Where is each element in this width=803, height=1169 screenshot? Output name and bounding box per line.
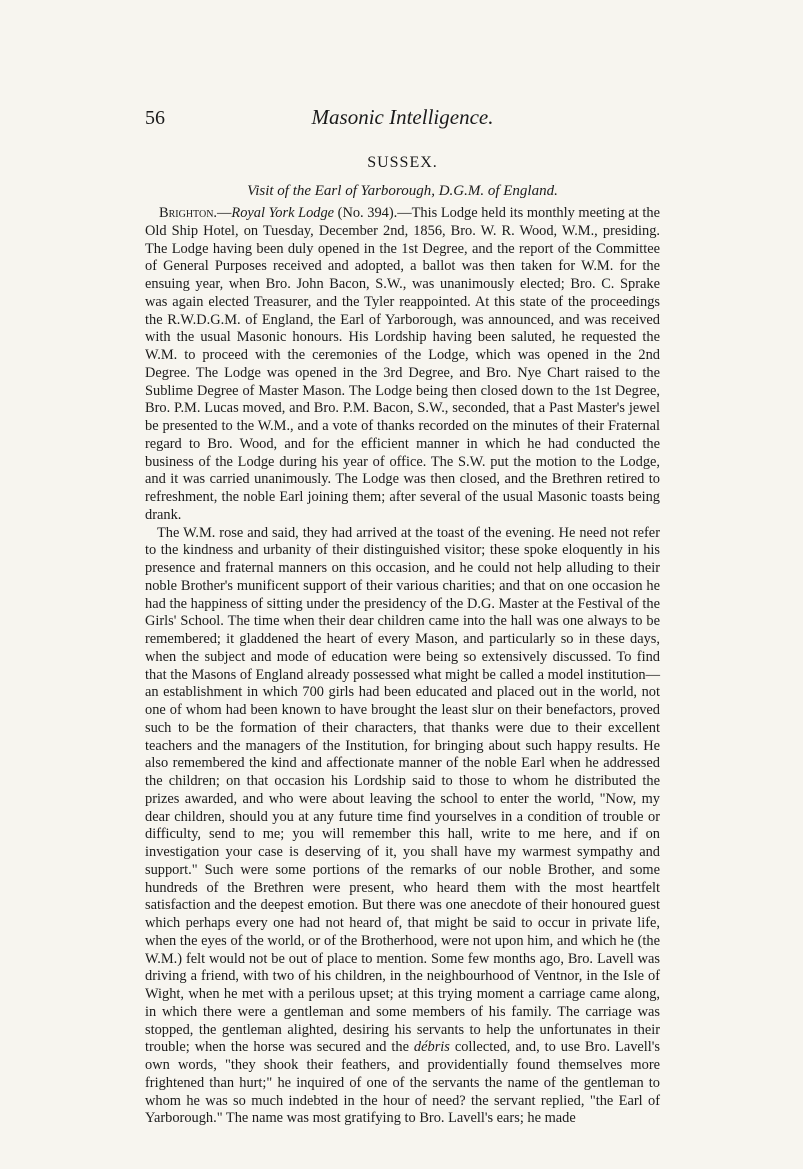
lodge-name: Royal York Lodge	[231, 205, 335, 221]
paragraph-1	[145, 205, 660, 525]
paragraph-1-text: (No. 394).—This Lodge held its monthly meeting at the Old Ship Hotel, on Tuesday, December 2nd, 1856, Bro. W. R. Wood, W.M., presiding. The Lodge having been duly opened in the 1st Degree, and the report of the Committee of General Purposes received and adopted, a ballot was then taken for W.M. for the ensuing year, when Bro. John Bacon, S.W., was unanimously elected; Bro. C. Sprake was again elected Treasurer, and the Tyler reappointed. At this state of the proceedings the R.W.D.G.M. of England, the Earl of Yarborough, was announced, and was received with the usual Masonic honours. His Lordship having been saluted, he requested the W.M. to proceed with the ceremonies of the Lodge, which was opened in the 2nd Degree. The Lodge was opened in the 3rd Degree, and Bro. Nye Chart raised to the Sublime Degree of Master Mason. The Lodge being then closed down to the 1st Degree, Bro. P.M. Lucas moved, and Bro. P.M. Bacon, S.W., seconded, that a Past Master's jewel be presented to the W.M., and a vote of thanks recorded on the minutes of their Fraternal regard to Bro. Wood, and for the efficient manner in which he had conducted the business of the Lodge during his year of office. The S.W. put the motion to the Lodge, and it was carried unanimously. The Lodge was then closed, and the Brethren retired to refreshment, the noble Earl joining them; after several of the usual Masonic toasts being drank.	[145, 205, 660, 523]
running-title: Masonic Intelligence.	[311, 105, 494, 129]
page-header	[145, 103, 660, 133]
page-number: 56	[145, 107, 165, 129]
paragraph-2-text-a: The W.M. rose and said, they had arrived at the toast of the evening. He need not refer to the kindness and urbanity of their distinguished visitor; these spoke eloquently in his presence and fraternal manners on this occasion, and he could not help alluding to their noble Brother's munificent support of their various charities; and that on one occasion he had the happiness of sitting under the presidency of the D.G. Master at the Festival of the Girls' School. The time when their dear children came into the hall was one always to be remembered; it gladdened the heart of every Mason, and particularly so in these days, when the subject and mode of education were being so extensively discussed. To find that the Masons of England already possessed what might be called a model institution—an establishment in which 700 girls had been educated and placed out in the world, not one of whom had been known to have brought the least slur on their benefactors, proved such to be the formation of their characters, that thanks were due to their excellent teachers and the managers of the Institution, for bringing about such happy results. He also remembered the kind and affectionate manner of the noble Earl when he addressed the children; on that occasion his Lordship said to those to whom he distributed the prizes awarded, and who were about leaving the school to enter the world, "Now, my dear children, should you at any future time find yourselves in a condition of trouble or difficulty, send to me; you will remember this hall, write to me here, and if on investigation your case is deserving of it, you shall have my warmest sympathy and support." Such were some portions of the remarks of our noble Brother, and some hundreds of the Brethren were present, who heard them with the most heartfelt satisfaction and the deepest emotion. But there was one anecdote of their honoured guest which perhaps every one had not heard of, that might be said to occur in private life, when the eyes of the world, or of the Brotherhood, were not upon him, and which he (the W.M.) felt would not be out of place to mention. Some few months ago, Bro. Lavell was driving a friend, with two of his children, in the neighbourhood of Ventnor, in the Isle of Wight, when he met with a perilous upset; at this trying moment a carriage came along, in which there were a gentleman and some members of his family. The carriage was stopped, the gentleman alighted, desiring his servants to help the unfortunates in their trouble; when the horse was secured and the	[145, 524, 660, 1056]
section-title: SUSSEX.	[367, 154, 438, 171]
article-body	[145, 205, 660, 1128]
paragraph-2-text-b: collected, and, to use Bro. Lavell's own words, "they shook their feathers, and providentially found themselves more frightened than hurt;" he inquired of one of the servants the name of the gentleman to whom he was so much indebted in the hour of need? the servant replied, "the Earl of Yarborough." The name was most gratifying to Bro. Lavell's ears; he made	[145, 1039, 660, 1127]
debris-word: débris	[413, 1039, 450, 1056]
paragraph-2	[145, 525, 660, 1129]
location-name: Brighton.	[159, 205, 218, 221]
dash: —	[217, 205, 232, 221]
article-subtitle: Visit of the Earl of Yarborough, D.G.M. of England.	[247, 183, 558, 199]
